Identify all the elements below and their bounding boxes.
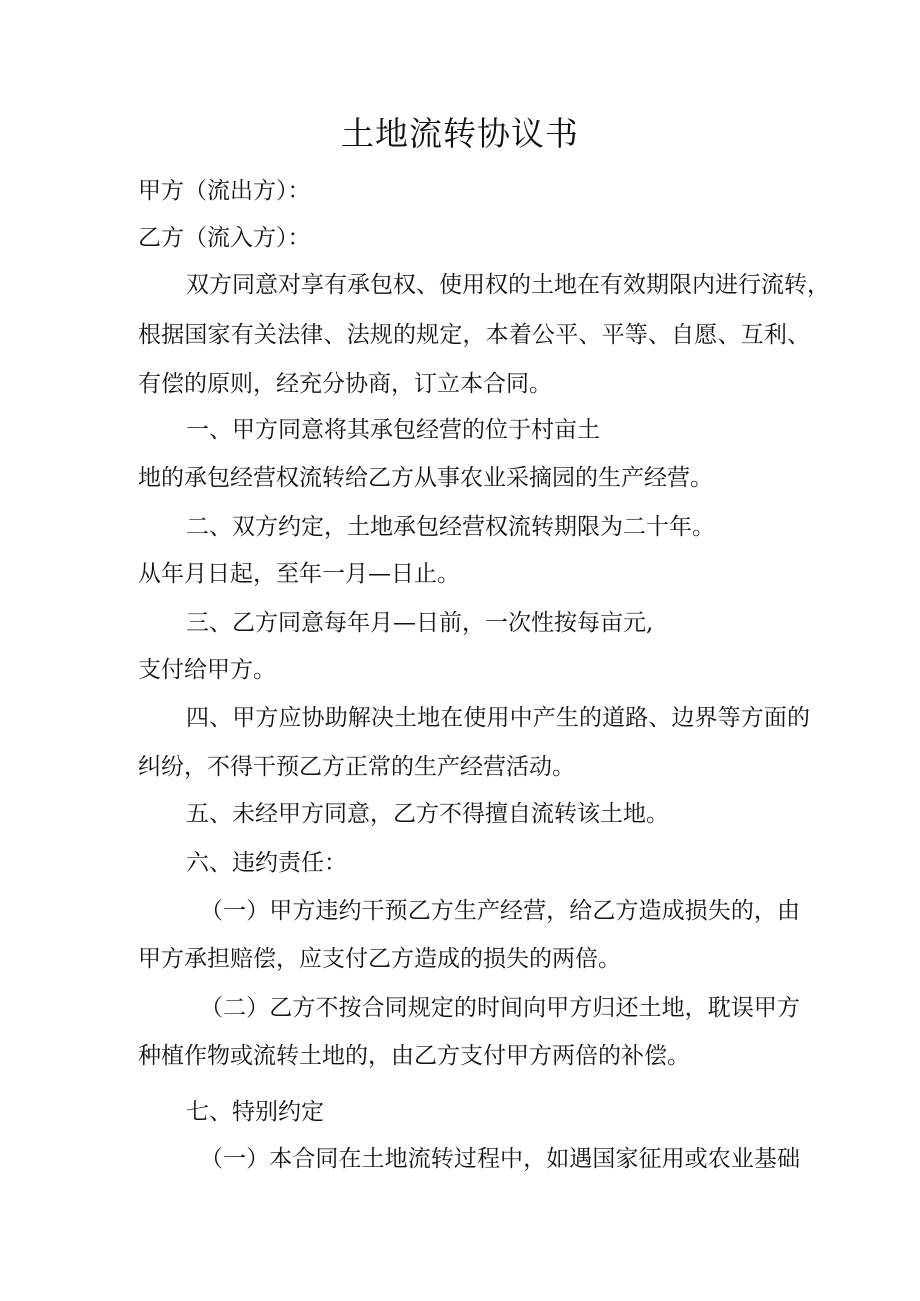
clause-4-line-2: 纠纷，不得干预乙方正常的生产经营活动。 xyxy=(138,754,575,780)
preamble-line-2: 根据国家有关法律、法规的规定，本着公平、平等、自愿、互利、 xyxy=(138,322,810,348)
document-title: 土地流转协议书 xyxy=(341,114,579,153)
clause-1-line-2: 地的承包经营权流转给乙方从事农业采摘园的生产经营。 xyxy=(138,465,713,491)
clause-3-line-1: 三、乙方同意每年月—日前，一次性按每亩元, xyxy=(186,610,654,636)
preamble-line-1: 双方同意对享有承包权、使用权的土地在有效期限内进行流转， xyxy=(186,272,830,298)
clause-3-line-2: 支付给甲方。 xyxy=(138,657,276,683)
clause-2-line-2: 从年月日起，至年一月—日止。 xyxy=(138,561,460,587)
clause-5-line: 五、未经甲方同意，乙方不得擅自流转该土地。 xyxy=(186,801,669,827)
clause-2-line-1: 二、双方约定，土地承包经营权流转期限为二十年。 xyxy=(186,514,715,540)
party-a-line: 甲方（流出方）： xyxy=(138,178,311,204)
clause-6-heading: 六、违约责任： xyxy=(186,850,347,876)
clause-7-heading: 七、特别约定 xyxy=(186,1099,324,1125)
clause-1-line-1: 一、甲方同意将其承包经营的位于村亩土 xyxy=(186,417,600,443)
clause-4-line-1: 四、甲方应协助解决土地在使用中产生的道路、边界等方面的 xyxy=(186,705,810,731)
clause-6-1-line-2: 甲方承担赔偿，应支付乙方造成的损失的两倍。 xyxy=(138,946,621,972)
preamble-line-3: 有偿的原则，经充分协商，订立本合同。 xyxy=(138,371,552,397)
party-b-line: 乙方（流入方）： xyxy=(138,225,311,251)
clause-6-2-line-2: 种植作物或流转土地的，由乙方支付甲方两倍的补偿。 xyxy=(138,1043,690,1069)
clause-6-1-line-1: （一）甲方违约干预乙方生产经营，给乙方造成损失的，由 xyxy=(200,898,800,924)
clause-6-2-line-1: （二）乙方不按合同规定的时间向甲方归还土地，耽误甲方 xyxy=(200,995,800,1021)
clause-7-1-line-1: （一）本合同在土地流转过程中，如遇国家征用或农业基础 xyxy=(200,1146,800,1172)
